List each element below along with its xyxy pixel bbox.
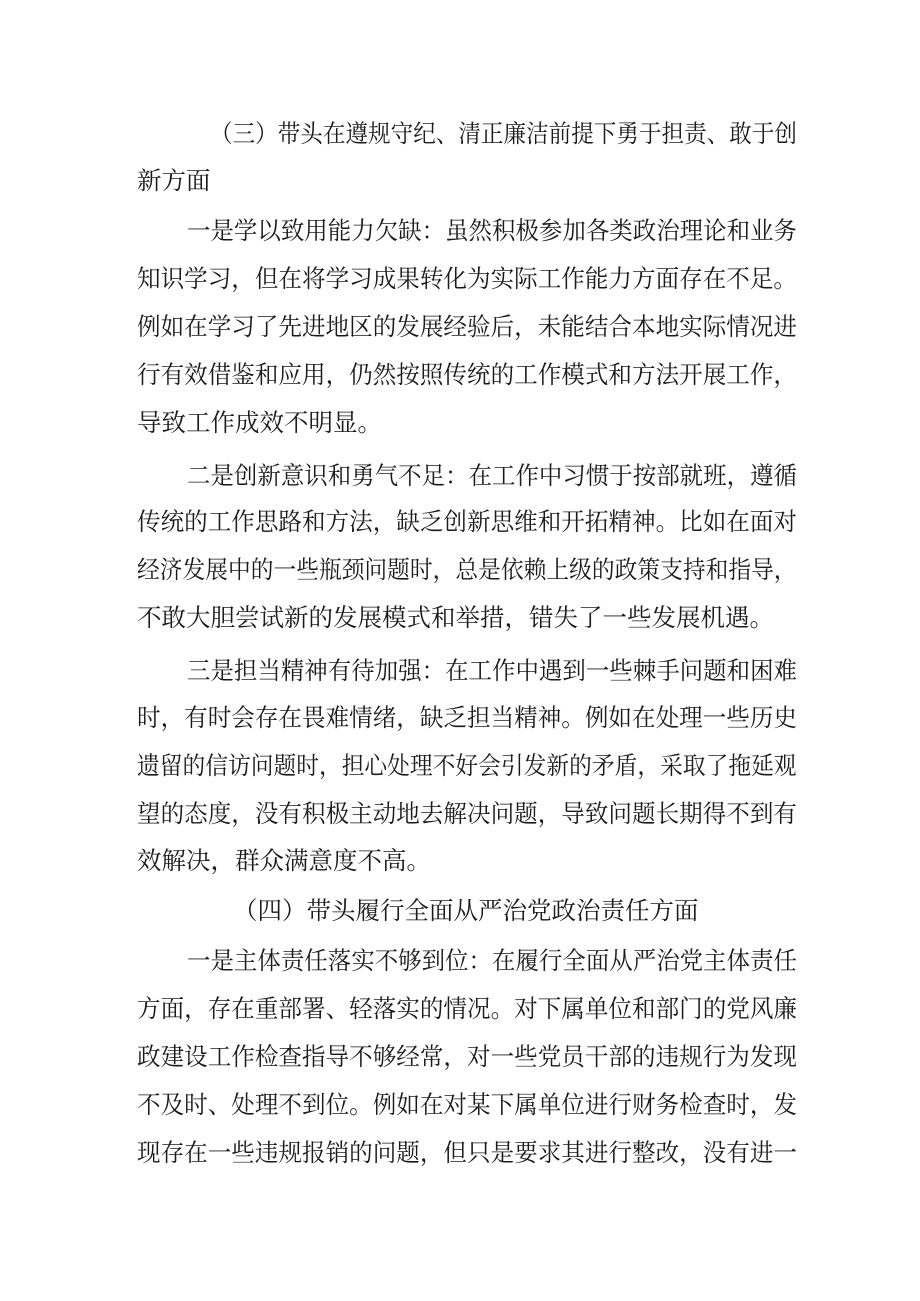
paragraph-line: 传统的工作思路和方法，缺乏创新思维和开拓精神。比如在面对 [137, 507, 798, 536]
paragraph-line: 不敢大胆尝试新的发展模式和举措，错失了一些发展机遇。 [137, 603, 774, 632]
paragraph-line: 导致工作成效不明显。 [137, 408, 382, 437]
paragraph-line: 例如在学习了先进地区的发展经验后，未能结合本地实际情况进 [137, 312, 798, 341]
paragraph-line: 知识学习，但在将学习成果转化为实际工作能力方面存在不足。 [137, 264, 798, 293]
paragraph-line: 一是主体责任落实不够到位：在履行全面从严治党主体责任 [187, 946, 797, 975]
paragraph-line: 经济发展中的一些瓶颈问题时，总是依赖上级的政策支持和指导， [137, 555, 797, 584]
section-heading-3: （三）带头在遵规守纪、清正廉洁前提下勇于担责、敢于创 [210, 119, 797, 148]
paragraph-line: 三是担当精神有待加强：在工作中遇到一些棘手问题和困难 [187, 656, 797, 685]
paragraph-line: 不及时、处理不到位。例如在对某下属单位进行财务检查时，发 [137, 1090, 798, 1119]
paragraph-line: 望的态度，没有积极主动地去解决问题，导致问题长期得不到有 [137, 799, 798, 828]
paragraph-line: 二是创新意识和勇气不足：在工作中习惯于按部就班，遵循 [187, 461, 797, 490]
paragraph-line: 遗留的信访问题时，担心处理不好会引发新的矛盾，采取了拖延观 [137, 751, 797, 780]
paragraph-line: 行有效借鉴和应用，仍然按照传统的工作模式和方法开展工作， [137, 360, 798, 389]
paragraph-line: 时，有时会存在畏难情绪，缺乏担当精神。例如在处理一些历史 [137, 703, 798, 732]
paragraph-line: 新方面 [137, 166, 211, 195]
paragraph-line: 现存在一些违规报销的问题，但只是要求其进行整改，没有进一 [137, 1138, 798, 1167]
section-heading-4: （四）带头履行全面从严治党政治责任方面 [233, 896, 699, 925]
paragraph-line: 方面，存在重部署、轻落实的情况。对下属单位和部门的党风廉 [137, 994, 798, 1023]
paragraph-line: 一是学以致用能力欠缺：虽然积极参加各类政治理论和业务 [187, 216, 797, 245]
paragraph-line: 政建设工作检查指导不够经常，对一些党员干部的违规行为发现 [137, 1042, 798, 1071]
paragraph-line: 效解决，群众满意度不高。 [137, 846, 431, 875]
